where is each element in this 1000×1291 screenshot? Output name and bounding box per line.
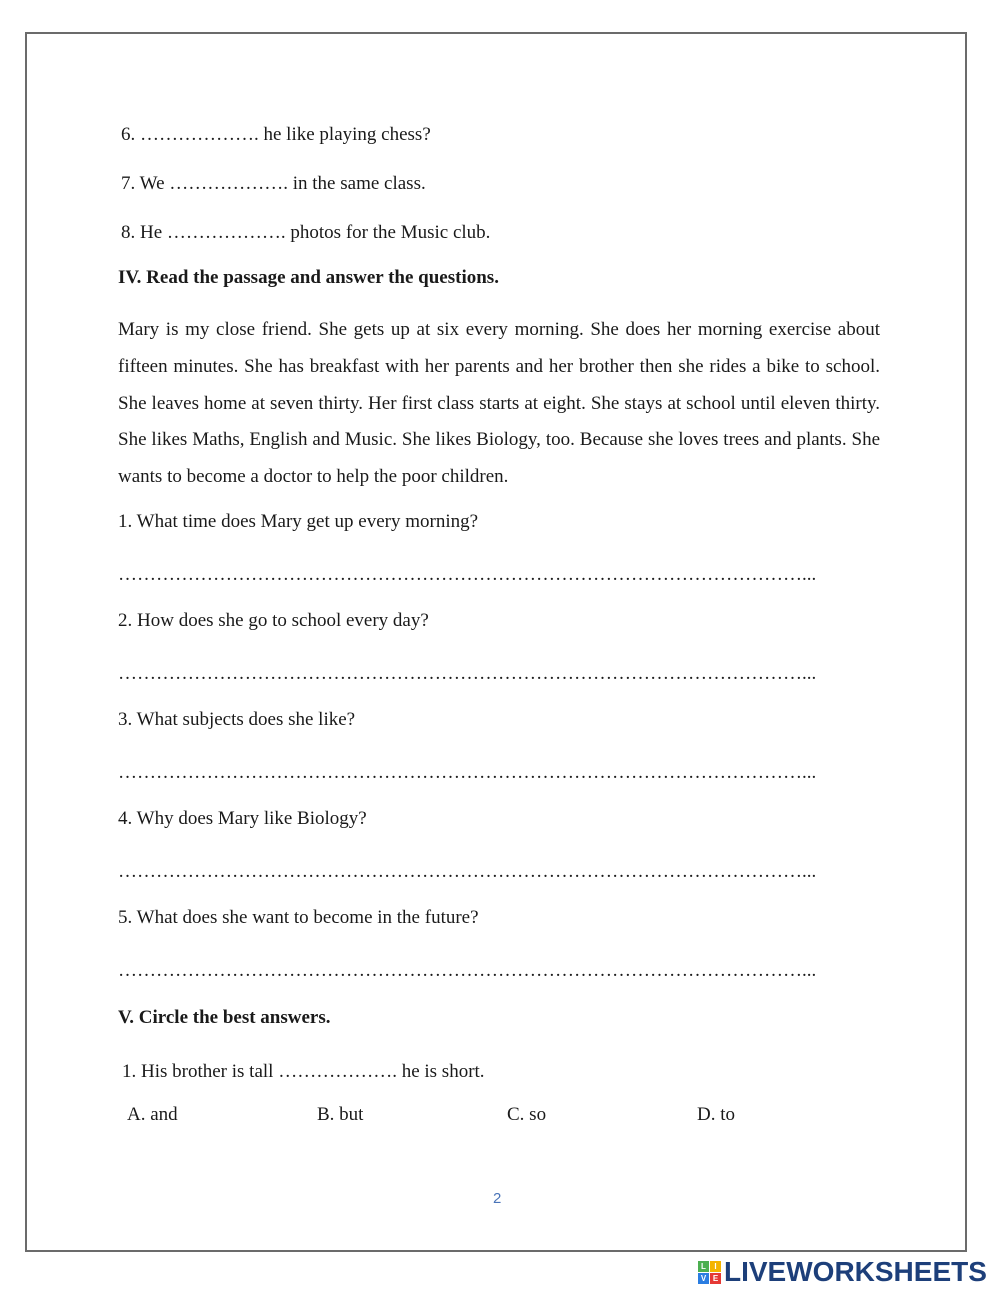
- logo-text: LIVEWORKSHEETS: [724, 1256, 987, 1287]
- option-d[interactable]: D. to: [697, 1104, 735, 1125]
- answer-line-1[interactable]: ………………………………………………………………………………………………...: [118, 564, 817, 585]
- logo-cubes-icon: L I V E: [698, 1261, 721, 1284]
- question-3: 3. What subjects does she like?: [118, 709, 356, 730]
- exercise-item-7: 7. We ………………. in the same class.: [121, 173, 426, 194]
- reading-passage: Mary is my close friend. She gets up at six every morning. She does her morning exercise about fifteen minutes. She has breakfast with her parents and her brother then she rides a bike to school. She leaves home at seven thirty. Her first class starts at eight. She stays at school until eleven thirty. She likes Maths, English and Music. She likes Biology, too. Because she loves trees and plants. She wants to become a doctor to help the poor children.: [118, 319, 880, 488]
- answer-line-3[interactable]: ………………………………………………………………………………………………...: [118, 762, 817, 783]
- exercise-item-6: 6. ………………. he like playing chess?: [121, 124, 431, 145]
- question-5: 5. What does she want to become in the future?: [118, 907, 479, 928]
- question-4: 4. Why does Mary like Biology?: [118, 808, 367, 829]
- option-a[interactable]: A. and: [127, 1104, 178, 1125]
- question-2: 2. How does she go to school every day?: [118, 610, 429, 631]
- answer-line-2[interactable]: ………………………………………………………………………………………………...: [118, 663, 817, 684]
- mc-question-1: 1. His brother is tall ………………. he is short.: [122, 1061, 485, 1082]
- answer-line-4[interactable]: ………………………………………………………………………………………………...: [118, 861, 817, 882]
- option-c[interactable]: C. so: [507, 1104, 547, 1125]
- exercise-item-8: 8. He ………………. photos for the Music club.: [121, 222, 491, 243]
- option-b[interactable]: B. but: [317, 1104, 364, 1125]
- answer-line-5[interactable]: ………………………………………………………………………………………………...: [118, 960, 817, 981]
- question-1: 1. What time does Mary get up every morning?: [118, 511, 479, 532]
- page-number: 2: [493, 1190, 502, 1207]
- liveworksheets-logo: [698, 1256, 987, 1288]
- section-5-heading: V. Circle the best answers.: [118, 1007, 331, 1028]
- section-4-heading: IV. Read the passage and answer the questions.: [118, 267, 499, 288]
